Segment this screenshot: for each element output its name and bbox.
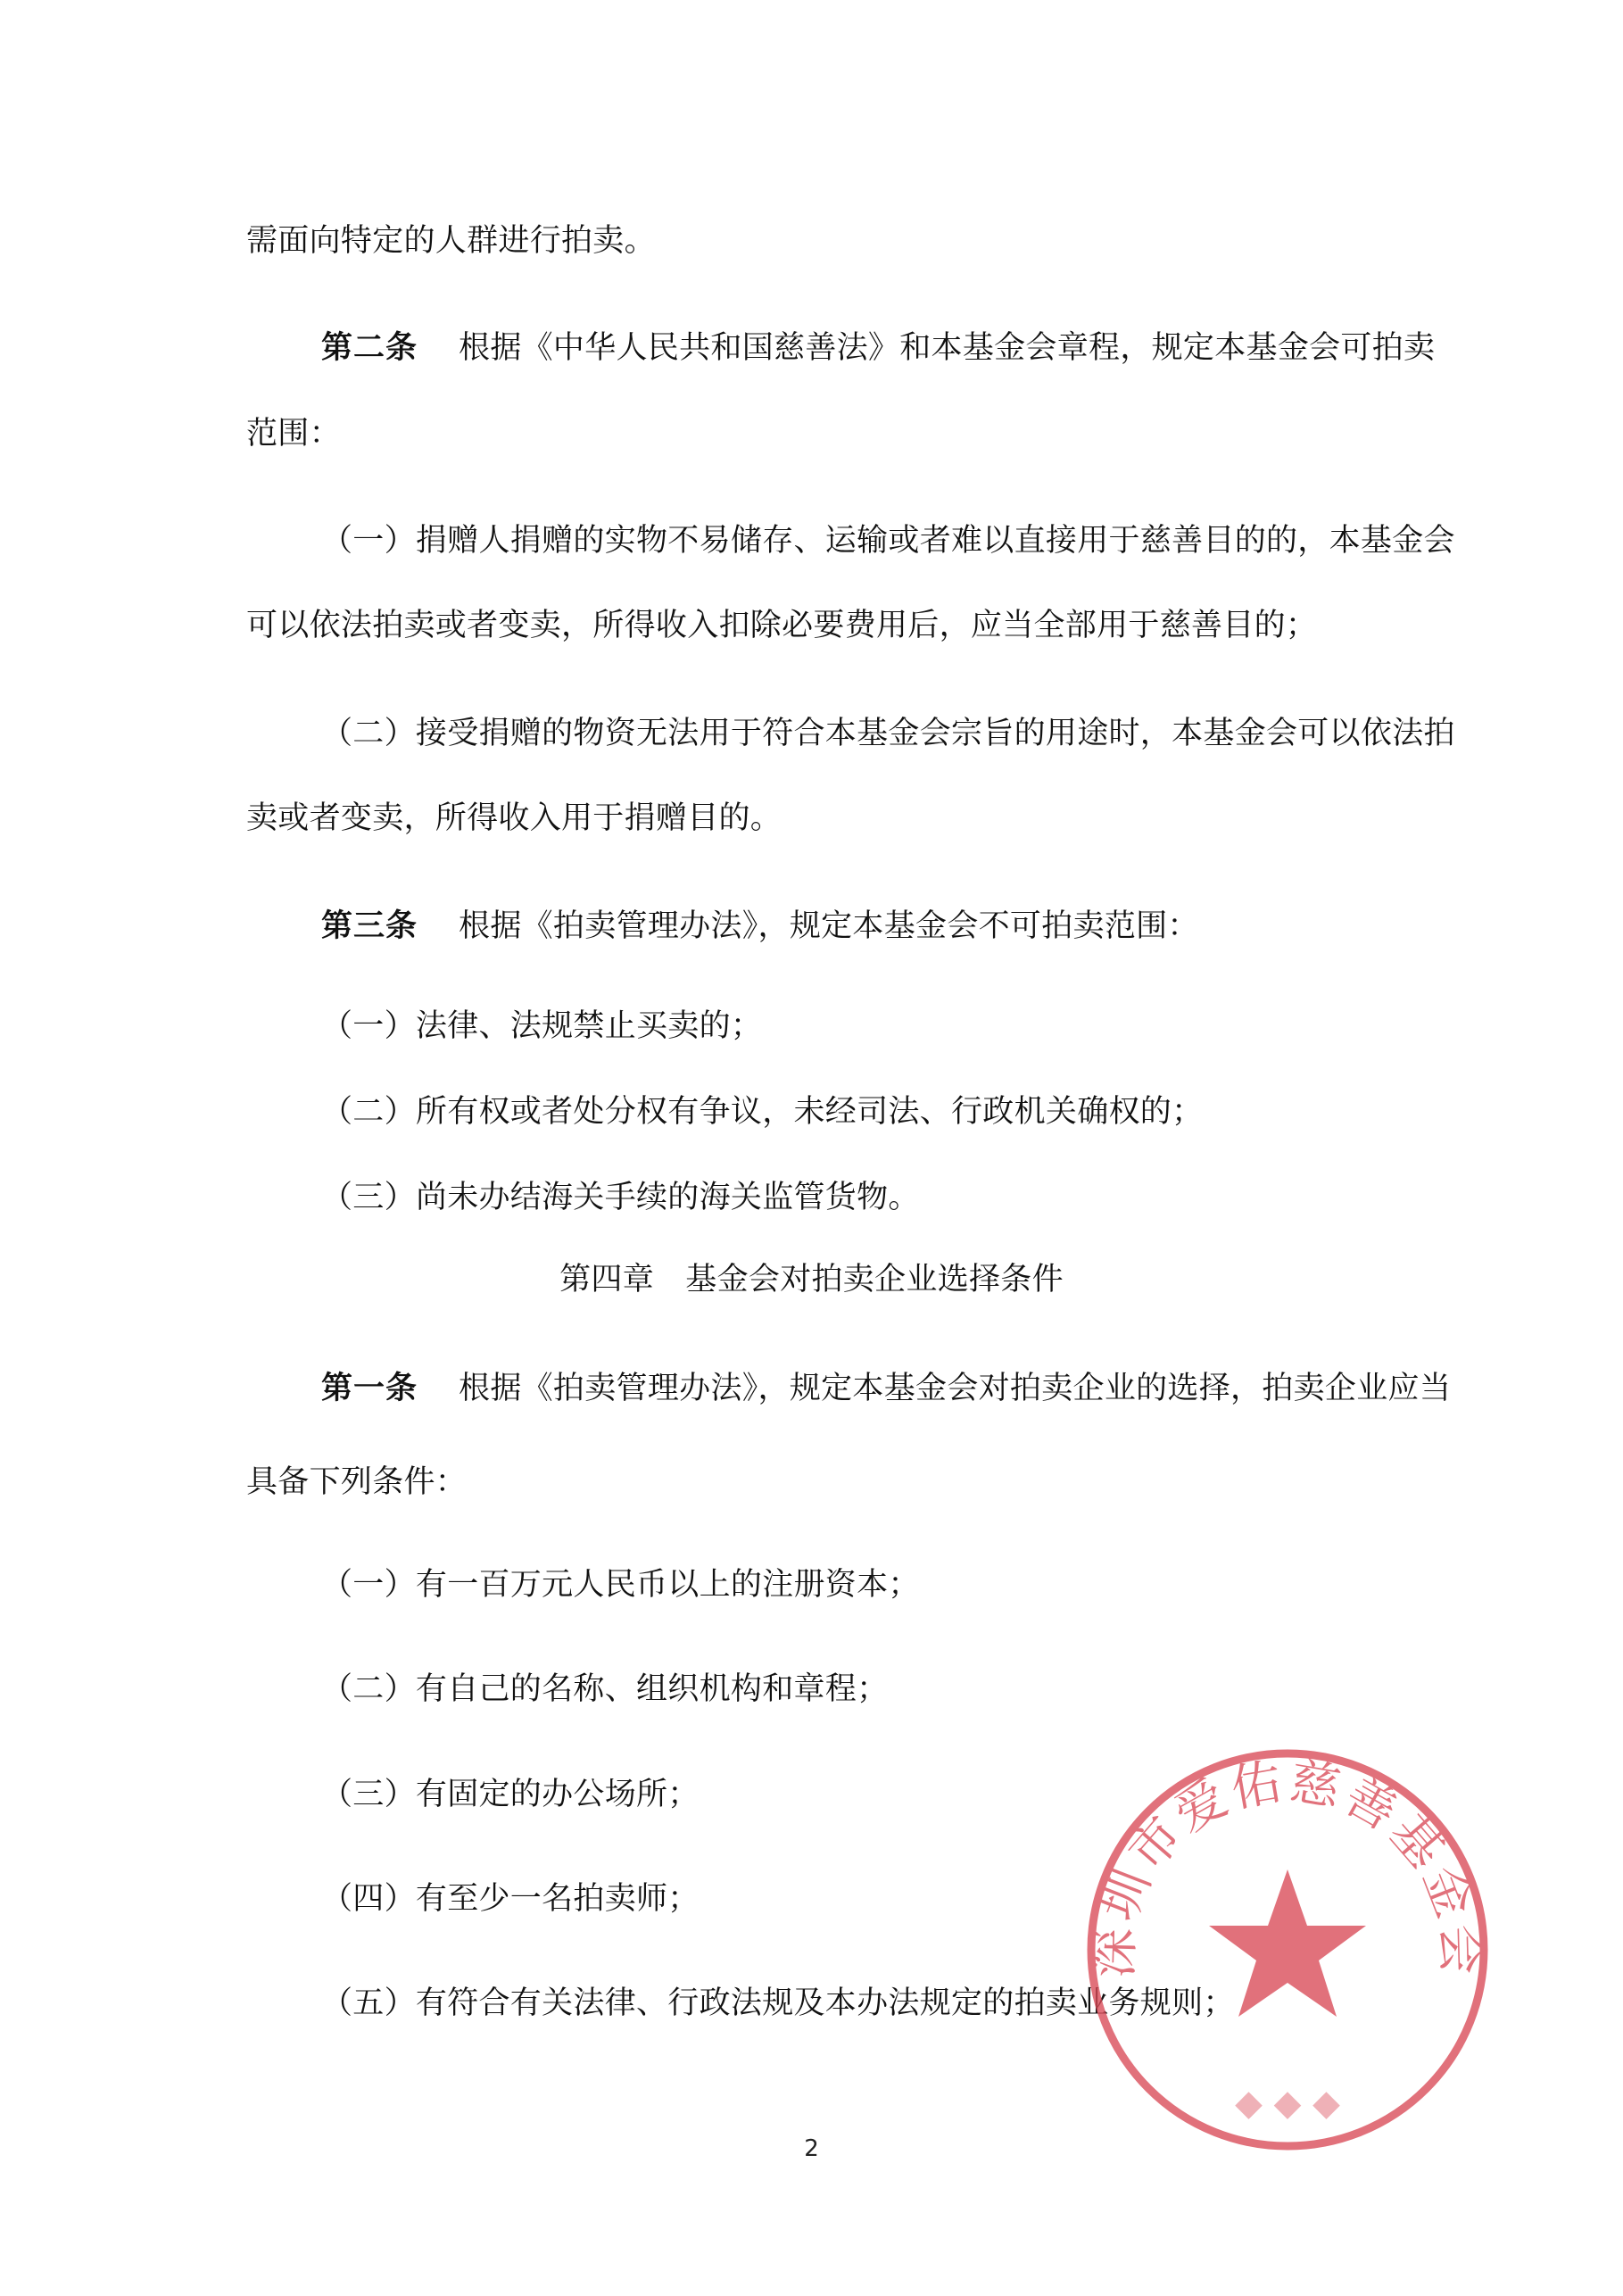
article-3-line-1 bbox=[321, 905, 1463, 948]
seal-text-path: 深圳市爱佑慈善基金会 bbox=[1085, 1752, 1490, 1979]
chapter-4-article-1-line-1 bbox=[321, 1367, 1463, 1410]
article-2-line-1 bbox=[321, 327, 1463, 369]
article-2-text: 根据《中华人民共和国慈善法》和本基金会章程，规定本基金会可拍卖 bbox=[459, 330, 1436, 366]
article-3-item-3: （三）尚未办结海关手续的海关监管货物。 bbox=[321, 1180, 920, 1215]
article-2-item-1-line-1: （一）捐赠人捐赠的实物不易储存、运输或者难以直接用于慈善目的的，本基金会 bbox=[321, 523, 1455, 559]
chapter-4-item-2: （二）有自己的名称、组织机构和章程； bbox=[321, 1671, 889, 1707]
star-icon bbox=[1209, 1869, 1366, 2017]
seal-bottom-mark: ◆ ◆ ◆ bbox=[1235, 2083, 1340, 2124]
chapter-4-article-1-line-2: 具备下列条件： bbox=[246, 1464, 468, 1500]
article-3-item-1: （一）法律、法规禁止买卖的； bbox=[321, 1008, 763, 1044]
article-2-label: 第二条 bbox=[321, 330, 418, 366]
chapter-4-heading: 第四章 基金会对拍卖企业选择条件 bbox=[559, 1262, 1064, 1297]
article-2-line-2: 范围： bbox=[246, 416, 341, 452]
article-2-item-1-line-2: 可以依法拍卖或者变卖，所得收入扣除必要费用后，应当全部用于慈善目的； bbox=[246, 608, 1318, 643]
chapter-4-item-4: （四）有至少一名拍卖师； bbox=[321, 1881, 700, 1917]
paragraph-continuation: 需面向特定的人群进行拍卖。 bbox=[246, 223, 656, 259]
chapter-4-item-5: （五）有符合有关法律、行政法规及本办法规定的拍卖业务规则； bbox=[321, 1985, 1235, 2021]
article-2-item-2-line-1: （二）接受捐赠的物资无法用于符合本基金会宗旨的用途时，本基金会可以依法拍 bbox=[321, 716, 1455, 751]
page-number: 2 bbox=[804, 2135, 819, 2162]
official-seal-stamp bbox=[1078, 1740, 1497, 2159]
article-3-item-2: （二）所有权或者处分权有争议，未经司法、行政机关确权的； bbox=[321, 1094, 1204, 1130]
article-3-text: 根据《拍卖管理办法》，规定本基金会不可拍卖范围： bbox=[459, 908, 1199, 944]
article-2-item-2-line-2: 卖或者变卖，所得收入用于捐赠目的。 bbox=[246, 800, 783, 836]
chapter-4-article-1-text: 根据《拍卖管理办法》，规定本基金会对拍卖企业的选择，拍卖企业应当 bbox=[459, 1371, 1452, 1406]
article-3-label: 第三条 bbox=[321, 908, 418, 944]
chapter-4-item-3: （三）有固定的办公场所； bbox=[321, 1777, 700, 1812]
chapter-4-article-1-label: 第一条 bbox=[321, 1371, 418, 1406]
chapter-4-item-1: （一）有一百万元人民币以上的注册资本； bbox=[321, 1567, 920, 1603]
